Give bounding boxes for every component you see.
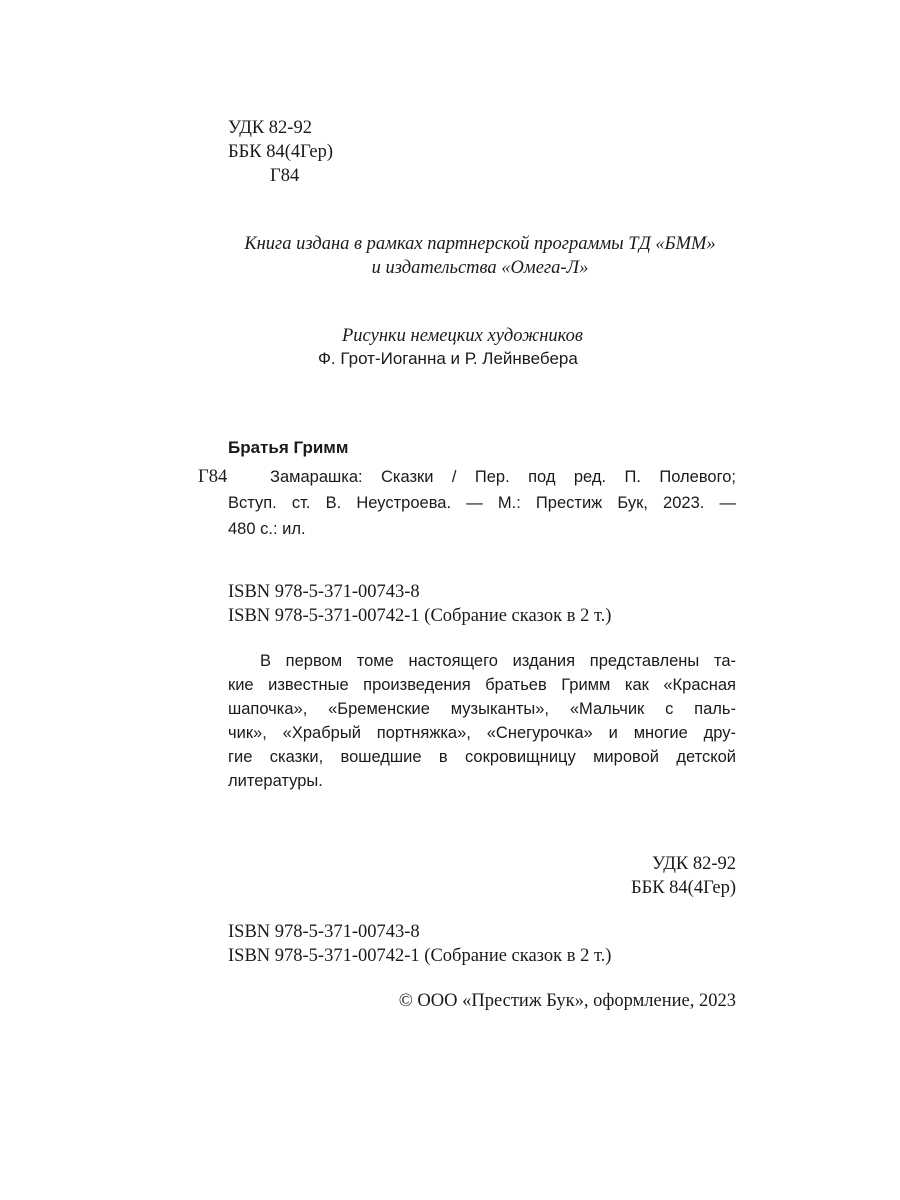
footer-udk-code: УДК 82-92 [652, 854, 736, 874]
udk-code: УДК 82-92 [228, 118, 312, 138]
author-mark: Г84 [270, 166, 300, 186]
catalog-line-2: Вступ. ст. В. Неустроева. — М.: Престиж Бук, 2023. — [228, 494, 736, 512]
isbn-1-line-1: ISBN 978-5-371-00743-8 [228, 582, 420, 602]
catalog-author: Братья Гримм [228, 438, 349, 457]
isbn-2-line-2: ISBN 978-5-371-00742-1 (Собрание сказок в 2 т.) [228, 946, 612, 966]
annotation-line-6: литературы. [228, 772, 323, 790]
annotation-line-4: чик», «Храбрый портняжка», «Снегурочка» и многие дру- [228, 724, 736, 742]
annotation-line-5: гие сказки, вошедшие в сокровищницу мировой детской [228, 748, 736, 766]
illustrations-line-2: Ф. Грот-Иоганна и Р. Лейнвебера [318, 349, 578, 368]
annotation-line-2: кие известные произведения братьев Гримм как «Красная [228, 676, 736, 694]
copyright-notice: © ООО «Престиж Бук», оформление, 2023 [398, 991, 736, 1011]
catalog-mark: Г84 [198, 467, 228, 487]
illustrations-line-1: Рисунки немецких художников [342, 326, 583, 346]
annotation-line-3: шапочка», «Бременские музыканты», «Мальчик с паль- [228, 700, 736, 718]
annotation-line-1: В первом томе настоящего издания представлены та- [260, 652, 736, 670]
bbk-code: ББК 84(4Гер) [228, 142, 334, 162]
footer-bbk-code: ББК 84(4Гер) [630, 878, 736, 898]
catalog-line-1: Замарашка: Сказки / Пер. под ред. П. Полевого; [270, 468, 736, 486]
isbn-2-line-1: ISBN 978-5-371-00743-8 [228, 922, 420, 942]
isbn-1-line-2: ISBN 978-5-371-00742-1 (Собрание сказок в 2 т.) [228, 606, 612, 626]
partnership-line-1: Книга издана в рамках партнерской программы ТД «БММ» [244, 234, 716, 254]
catalog-line-3: 480 с.: ил. [228, 520, 306, 538]
partnership-line-2: и издательства «Омега-Л» [371, 258, 589, 278]
